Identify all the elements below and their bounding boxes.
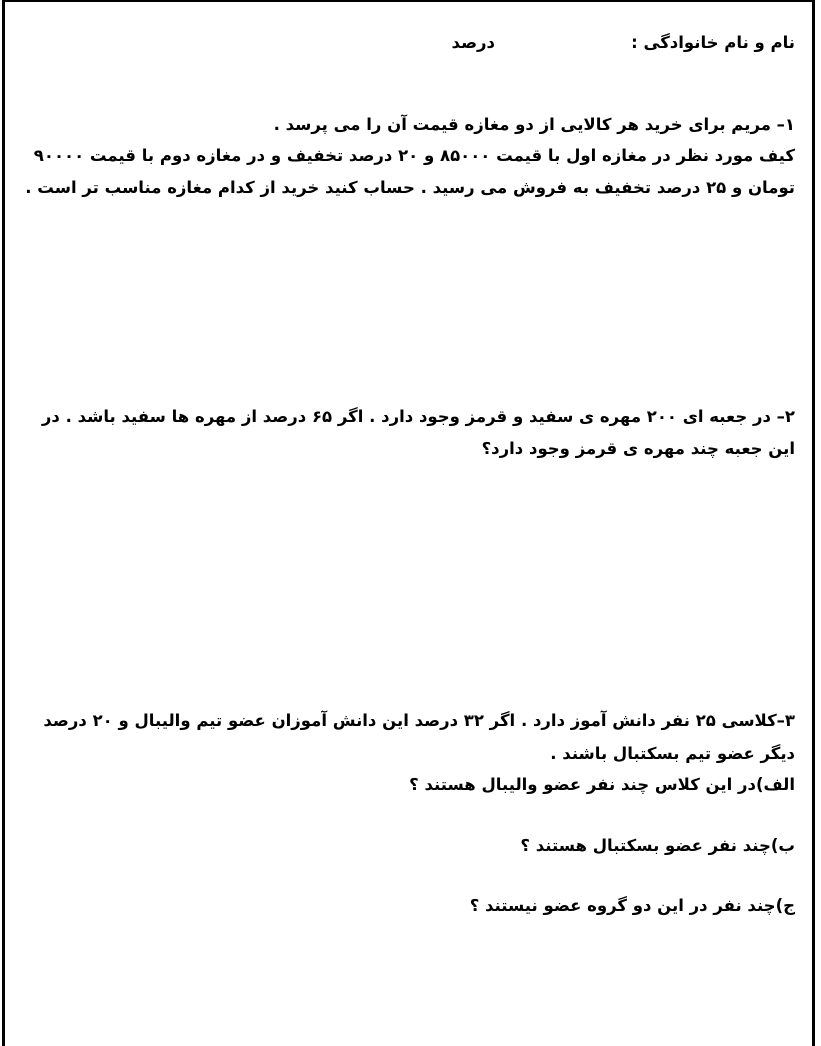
question-3-part-c: ج)چند نفر در این دو گروه عضو نیستند ؟ [469, 896, 795, 915]
question-1-line-1: ۱– مریم برای خرید هر کالایی از دو مغازه قیمت آن را می پرسد . [273, 115, 795, 134]
question-3-line-1: ۳–کلاسی ۲۵ نفر دانش آموز دارد . اگر ۳۲ درصد این دانش آموزان عضو تیم والیبال و ۲۰ درصد [43, 711, 795, 730]
worksheet-topic: درصد [451, 33, 495, 52]
question-2-line-2: این جعبه چند مهره ی قرمز وجود دارد؟ [481, 439, 795, 458]
question-2-line-1: ۲– در جعبه ای ۲۰۰ مهره ی سفید و قرمز وجود دارد . اگر ۶۵ درصد از مهره ها سفید باشد . در [41, 407, 795, 426]
question-3-line-2: دیگر عضو تیم بسکتبال باشند . [550, 744, 795, 763]
question-3-part-a: الف)در این کلاس چند نفر عضو والیبال هستند ؟ [409, 775, 795, 794]
student-name-label: نام و نام خانوادگی : [631, 33, 795, 52]
question-1-line-2: کیف مورد نظر در مغازه اول با قیمت ۸۵۰۰۰ و ۲۰ درصد تخفیف و در مغازه دوم با قیمت ۹۰۰۰۰ [33, 146, 795, 165]
question-1-line-3: تومان و ۲۵ درصد تخفیف به فروش می رسید . حساب کنید خرید از کدام مغازه مناسب تر است . [25, 178, 795, 197]
question-3-part-b: ب)چند نفر عضو بسکتبال هستند ؟ [520, 836, 795, 855]
